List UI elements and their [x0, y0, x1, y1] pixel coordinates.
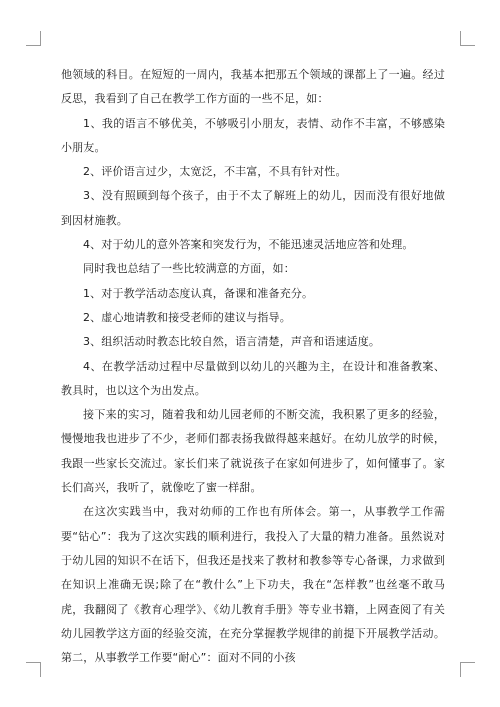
crop-mark-bottom-left: [26, 662, 41, 677]
paragraph: 在这次实践当中，我对幼师的工作也有所体会。第一，从事教学工作需要“钻心”：我为了这次实践的顺利进行，我投入了大量的精力准备。虽然说对于幼儿园的知识不在话下，但我还是找来了教材和教参等专心备课，力求做到在知识上准确无误;除了在“教什么”上下功夫，我在“怎样教”也丝毫不敢马虎，我翻阅了《教育心理学》、《幼儿教育手册》等专业书籍，上网查阅了有关幼儿园教学这方面的经验交流，在充分掌握教学规律的前提下开展教学活动。第二，从事教学工作要“耐心”：面对不同的小孩: [61, 505, 445, 665]
paragraph: 3、没有照顾到每个孩子，由于不太了解班上的幼儿，因而没有很好地做到因材施教。: [61, 189, 445, 227]
paragraph: 他领域的科目。在短短的一周内，我基本把那五个领域的课都上了一遍。经过反思，我看到了自己在教学工作方面的一些不足，如：: [61, 68, 445, 106]
paragraph: 4、在教学活动过程中尽量做到以幼儿的兴趣为主，在设计和准备教案、教具时，也以这个为出发点。: [61, 359, 445, 397]
paragraph: 1、我的语言不够优美，不够吸引小朋友，表情、动作不丰富，不够感染小朋友。: [61, 116, 445, 154]
paragraph: 4、对于幼儿的意外答案和突发行为，不能迅速灵活地应答和处理。: [83, 238, 414, 252]
paragraph: 3、组织活动时教态比较自然，语言清楚，声音和语速适度。: [83, 335, 381, 349]
paragraph: 同时我也总结了一些比较满意的方面，如：: [83, 262, 295, 276]
crop-mark-bottom-right: [460, 662, 475, 677]
paragraph: 接下来的实习，随着我和幼儿园老师的不断交流，我积累了更多的经验，慢慢地我也进步了不少，老师们都表扬我做得越来越好。在幼儿放学的时候，我跟一些家长交流过。家长们来了就说孩子在家如何进步了，如何懂事了。家长们高兴，我听了，就像吃了蜜一样甜。: [61, 408, 445, 495]
document-body: [61, 63, 445, 670]
paragraph: 2、虚心地请教和接受老师的建议与指导。: [83, 310, 291, 324]
crop-mark-top-left: [26, 31, 41, 46]
paragraph: 2、评价语言过少，太宽泛，不丰富，不具有针对性。: [83, 165, 347, 179]
paragraph: 1、对于教学活动态度认真，备课和准备充分。: [83, 286, 314, 300]
crop-mark-top-right: [460, 31, 475, 46]
